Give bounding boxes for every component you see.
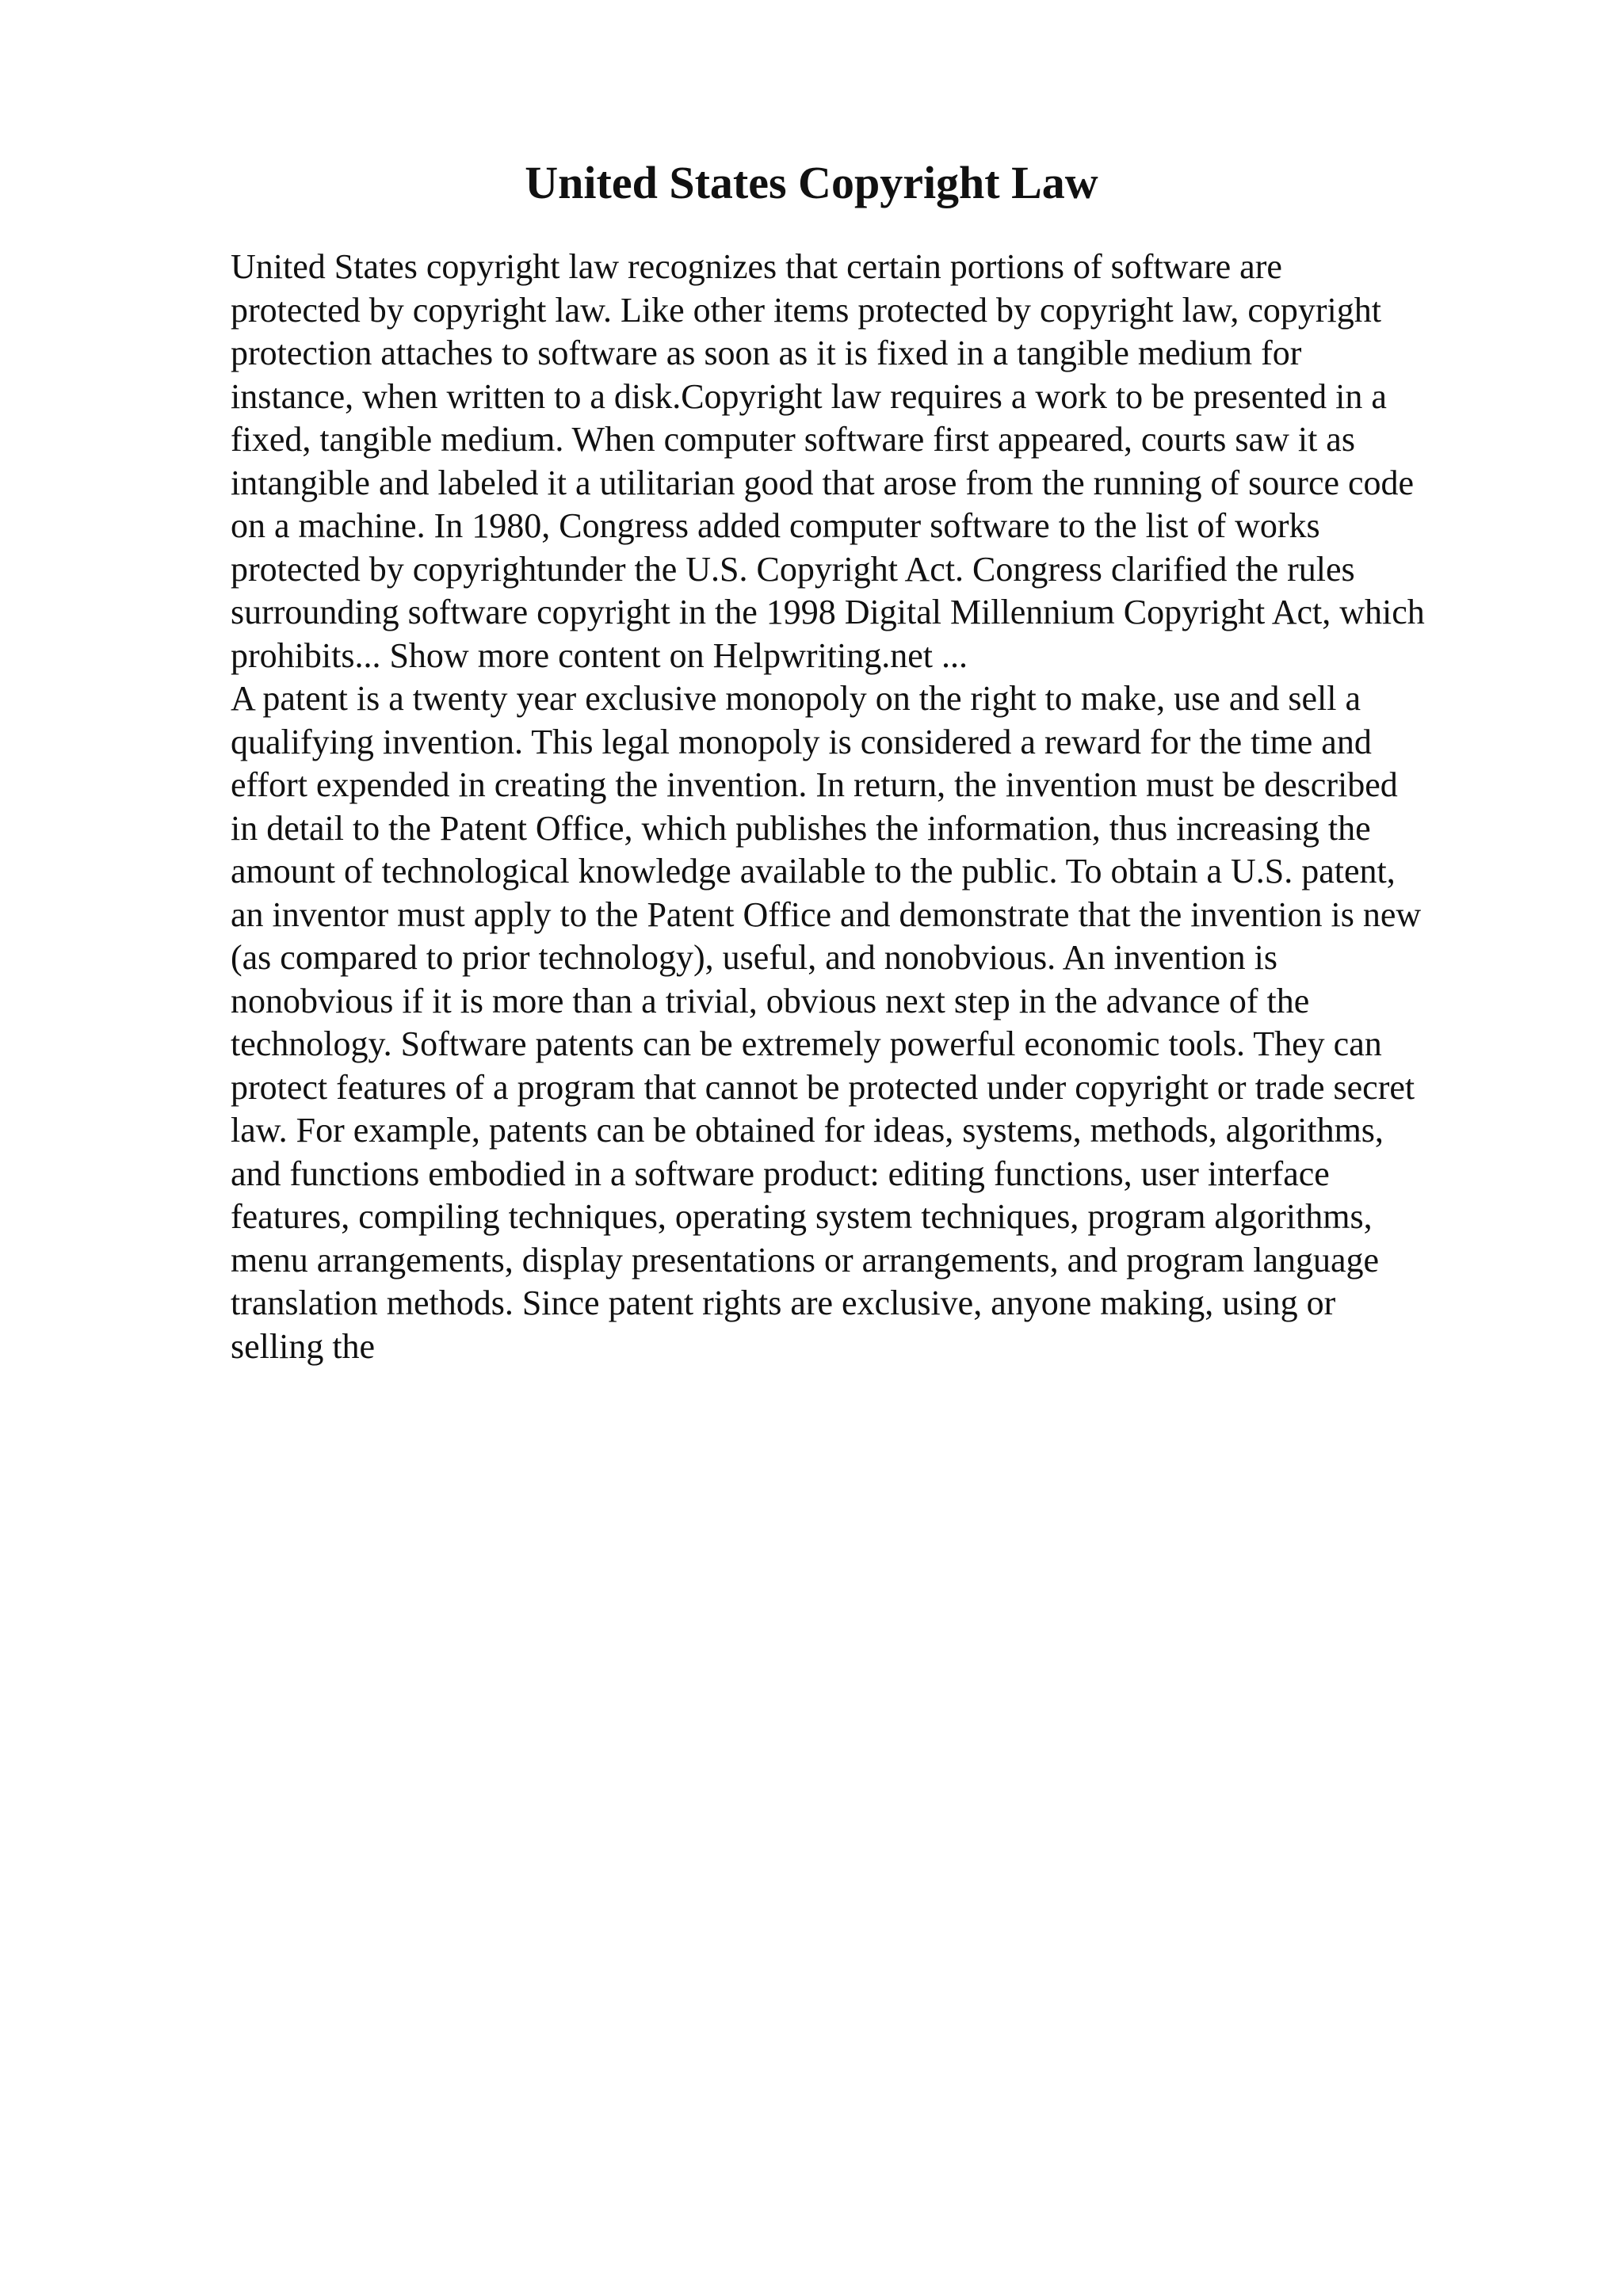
document-body — [231, 246, 1514, 1368]
paragraph-patent: A patent is a twenty year exclusive monopoly on the right to make, use and sell a qualifying invention. This legal monopoly is considered a reward for the time and effort expended in creating the invention. In return, the invention must be described in detail to the Patent Office, which publishes the information, thus increasing the amount of technological knowledge available to the public. To obtain a U.S. patent, an inventor must apply to the Patent Office and demonstrate that the invention is new (as compared to prior technology), useful, and nonobvious. An invention is nonobvious if it is more than a trivial, obvious next step in the advance of the technology. Software patents can be extremely powerful economic tools. They can protect features of a program that cannot be protected under copyright or trade secret law. For example, patents can be obtained for ideas, systems, methods, algorithms, and functions embodied in a software product: editing functions, user interface features, compiling techniques, operating system techniques, program algorithms, menu arrangements, display presentations or arrangements, and program language translation methods. Since patent rights are exclusive, anyone making, using or selling the — [231, 679, 1422, 1366]
document-title: United States Copyright Law — [525, 157, 1098, 208]
paragraph-copyright-software: United States copyright law recognizes that certain portions of software are protected by copyright law. Like other items protected by copyright law, copyright protection attaches to software as soon as it is fixed in a tangible medium for instance, when written to a disk.Copyright law requires a work to be presented in a fixed, tangible medium. When computer software first appeared, courts saw it as intangible and labeled it a utilitarian good that arose from the running of source code on a machine. In 1980, Congress added computer software to the list of works protected by copyrightunder the U.S. Copyright Act. Congress clarified the rules surrounding software copyright in the 1998 Digital Millennium Copyright Act, which prohibits... Show more content on Helpwriting.net ... — [231, 247, 1425, 675]
